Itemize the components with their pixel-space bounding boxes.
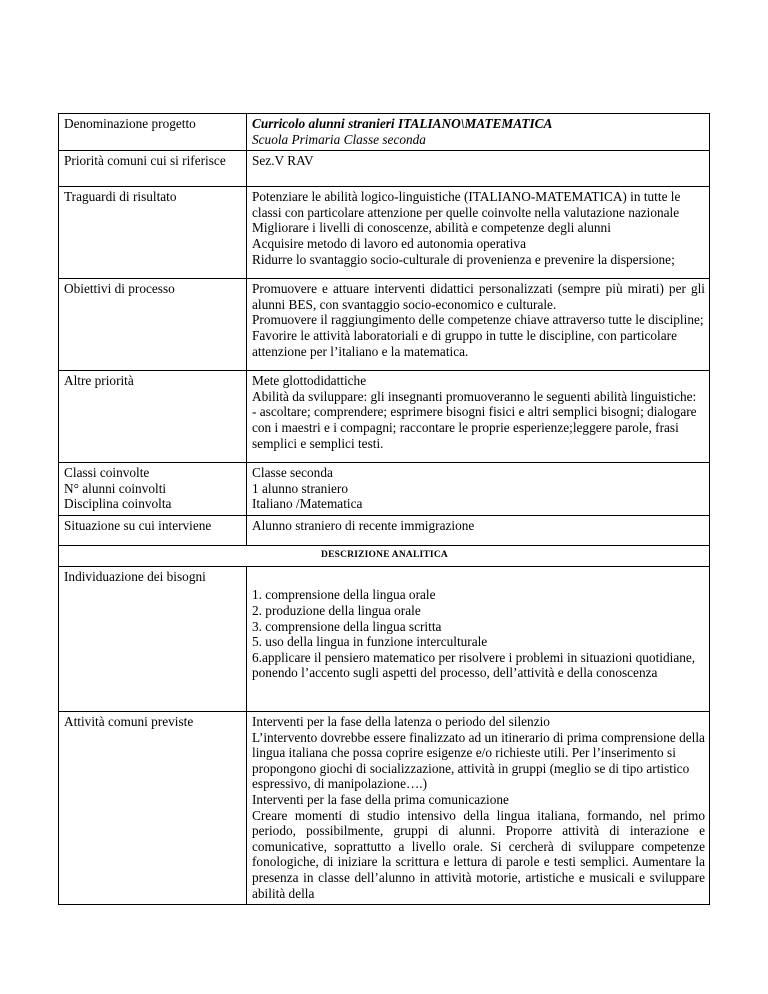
bisogni-line: 1. comprensione della lingua orale — [252, 587, 436, 603]
value-priorita: Sez.V RAV — [247, 151, 710, 187]
label-alunni-coinvolti: N° alunni coinvolti — [64, 480, 167, 496]
row-traguardi — [59, 187, 710, 279]
altre-line: - ascoltare; comprendere; esprimere bisogni fisici e altri semplici bisogni; dialogare con i maestri e i compagni; raccontare le proprie esperienze;leggere parole, frasi semplici e semplici testi. — [252, 404, 697, 451]
project-title: Curricolo alunni stranieri ITALIANO\MATEMATICA — [252, 116, 553, 131]
label-classi-coinvolte: Classi coinvolte — [64, 465, 150, 481]
label-disciplina: Disciplina coinvolta — [64, 496, 172, 512]
value-obiettivi — [247, 279, 710, 371]
bisogni-line: 2. produzione della lingua orale — [252, 603, 421, 619]
traguardi-line: Potenziare le abilità logico-linguistiche (ITALIANO-MATEMATICA) in tutte le classi con particolare attenzione per quelle coinvolte nella valutazione nazionale — [252, 189, 681, 220]
value-disciplina: Italiano /Matematica — [252, 496, 363, 512]
label-classi — [59, 463, 247, 516]
label-bisogni: Individuazione dei bisogni — [59, 567, 247, 712]
value-situazione: Alunno straniero di recente immigrazione — [247, 515, 710, 545]
attivita-line: Interventi per la fase della prima comunicazione — [252, 792, 509, 807]
row-attivita — [59, 712, 710, 905]
altre-line: Mete glottodidattiche — [252, 373, 367, 389]
project-subtitle: Scuola Primaria Classe seconda — [252, 131, 426, 147]
label-obiettivi: Obiettivi di processo — [59, 279, 247, 371]
obiettivi-line: Favorire le attività laboratoriali e di gruppo in tutte le discipline, con particolare attenzione per l’italiano e la matematica. — [252, 327, 677, 359]
value-alunni-coinvolti: 1 alunno straniero — [252, 480, 349, 496]
attivita-line: L’intervento dovrebbe essere finalizzato ad un itinerario di prima comprensione della lingua italiana che possa coprire esigenze e/o richieste utili. Per l’inserimento si propongono giochi di socializzazione, attività in gruppi (meglio se di tipo artistico espressivo, di manipolazione….) — [252, 729, 705, 792]
value-traguardi — [247, 187, 710, 279]
value-bisogni — [247, 567, 710, 712]
row-situazione — [59, 515, 710, 545]
label-traguardi: Traguardi di risultato — [59, 187, 247, 279]
traguardi-line: Acquisire metodo di lavoro ed autonomia operativa — [252, 235, 526, 251]
row-classi — [59, 463, 710, 516]
value-classi — [247, 463, 710, 516]
bisogni-line: 6.applicare il pensiero matematico per risolvere i problemi in situazioni quotidiane, ponendo l’accento sugli aspetti del processo, dell’attività e della conoscenza — [252, 649, 696, 681]
bisogni-line: 3. comprensione della lingua scritta — [252, 618, 442, 634]
obiettivi-line: Promuovere il raggiungimento delle competenze chiave attraverso tutte le discipline; — [252, 312, 704, 328]
attivita-line: Interventi per la fase della latenza o periodo del silenzio — [252, 714, 550, 730]
row-denominazione — [59, 114, 710, 151]
obiettivi-line: Promuovere e attuare interventi didattici personalizzati (sempre più mirati) per gli alunni BES, con svantaggio socio-economico e culturale. — [252, 281, 705, 312]
row-altre — [59, 371, 710, 463]
value-altre — [247, 371, 710, 463]
project-table — [58, 113, 710, 905]
value-classi-coinvolte: Classe seconda — [252, 465, 333, 481]
attivita-line: Creare momenti di studio intensivo della lingua italiana, formando, nel primo periodo, possibilmente, gruppi di alunni. Proporre attività di interazione e comunicative, soprattutto a livello orale. Si cercherà di sviluppare competenze fonologiche, di iniziare la scrittura e lettura di parole e testi semplici. Aumentare la presenza in classe dell’alunno in attività motorie, artistiche e musicali e sviluppare abilità della — [252, 807, 705, 901]
row-obiettivi — [59, 279, 710, 371]
label-denominazione: Denominazione progetto — [59, 114, 247, 151]
bisogni-line: 5. uso della lingua in funzione interculturale — [252, 634, 488, 650]
value-denominazione — [247, 114, 710, 151]
altre-line: Abilità da sviluppare: gli insegnanti promuoveranno le seguenti abilità linguistiche: — [252, 388, 697, 404]
row-priorita — [59, 151, 710, 187]
section-heading: DESCRIZIONE ANALITICA — [59, 545, 710, 567]
row-section-heading — [59, 545, 710, 567]
value-attivita — [247, 712, 710, 905]
traguardi-line: Ridurre lo svantaggio socio-culturale di provenienza e prevenire la dispersione; — [252, 251, 675, 267]
label-altre: Altre priorità — [59, 371, 247, 463]
traguardi-line: Migliorare i livelli di conoscenze, abilità e competenze degli alunni — [252, 220, 611, 236]
label-attivita: Attività comuni previste — [59, 712, 247, 905]
row-bisogni — [59, 567, 710, 712]
label-priorita: Priorità comuni cui si riferisce — [59, 151, 247, 187]
label-situazione: Situazione su cui interviene — [59, 515, 247, 545]
